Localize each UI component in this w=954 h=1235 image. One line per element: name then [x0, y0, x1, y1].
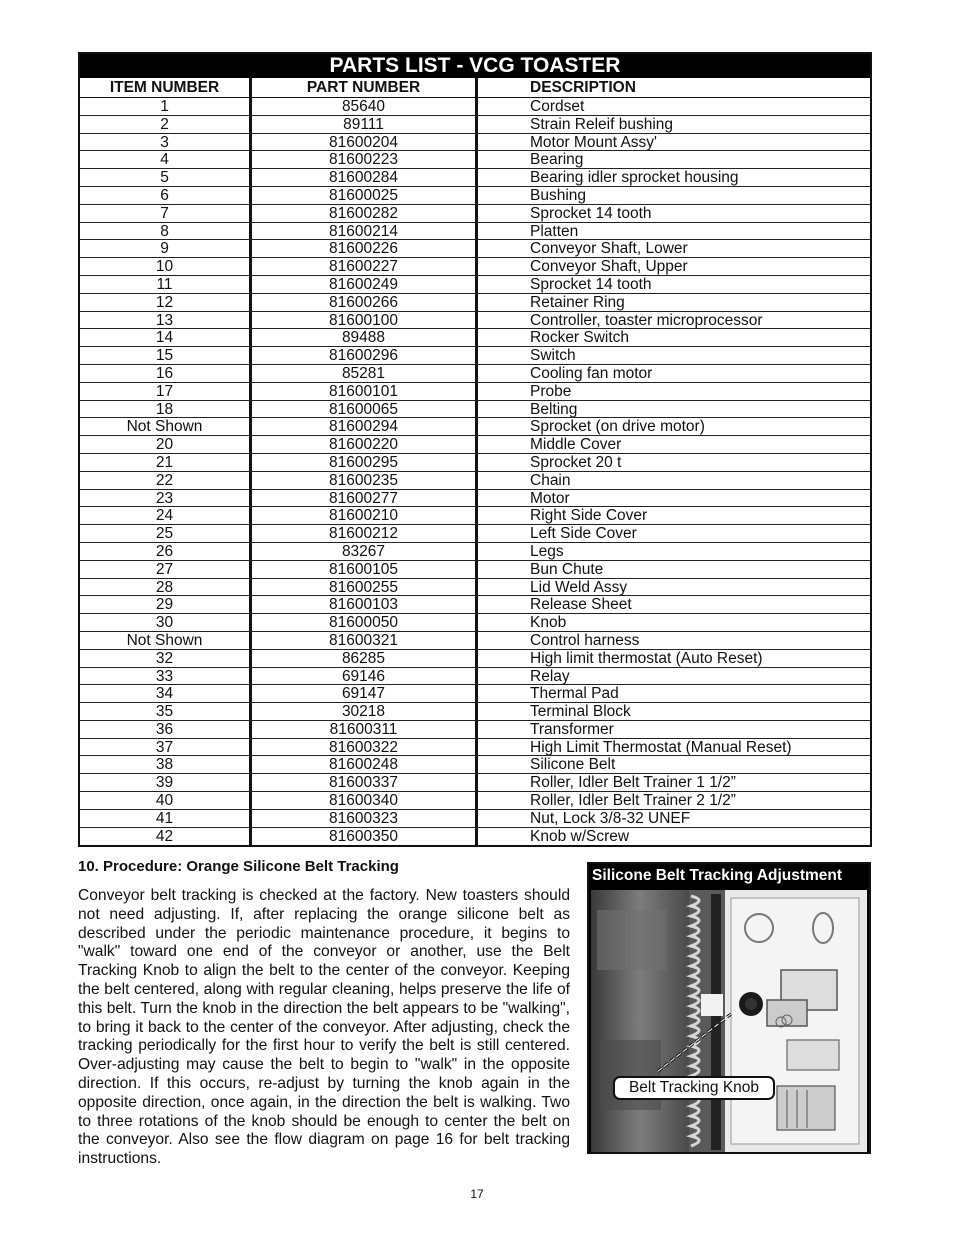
description-cell: Thermal Pad [530, 685, 619, 703]
parts-list-table [78, 52, 872, 847]
part-number-cell: 83267 [252, 543, 478, 560]
table-row [80, 401, 870, 419]
part-number-cell: 81600340 [252, 792, 478, 809]
part-number-cell: 81600101 [252, 383, 478, 400]
item-number-cell: 1 [80, 98, 252, 115]
table-row [80, 151, 870, 169]
item-number-cell: 2 [80, 116, 252, 133]
item-number-cell: 32 [80, 650, 252, 667]
table-row [80, 490, 870, 508]
description-cell: Roller, Idler Belt Trainer 1 1/2” [530, 774, 736, 792]
table-row [80, 205, 870, 223]
part-number-cell: 81600295 [252, 454, 478, 471]
description-cell: Chain [530, 471, 571, 489]
part-number-cell: 81600100 [252, 312, 478, 329]
part-number-cell: 86285 [252, 650, 478, 667]
part-number-cell: 81600255 [252, 579, 478, 596]
item-number-cell: 16 [80, 365, 252, 382]
description-cell: Roller, Idler Belt Trainer 2 1/2” [530, 792, 736, 809]
table-row [80, 98, 870, 116]
item-number-cell: 26 [80, 543, 252, 560]
table-row [80, 561, 870, 579]
description-cell: Knob w/Screw [530, 827, 630, 845]
item-number-cell: 11 [80, 276, 252, 293]
part-number-cell: 81600249 [252, 276, 478, 293]
table-row [80, 454, 870, 472]
part-number-cell: 81600227 [252, 258, 478, 275]
parts-list-body [80, 98, 870, 845]
table-row [80, 347, 870, 365]
description-cell: Sprocket 20 t [530, 453, 622, 471]
table-row [80, 418, 870, 436]
description-cell: Retainer Ring [530, 293, 625, 311]
description-cell: Rocker Switch [530, 329, 630, 347]
item-number-cell: 42 [80, 828, 252, 846]
part-number-cell: 81600282 [252, 205, 478, 222]
table-row [80, 739, 870, 757]
item-number-cell: 15 [80, 347, 252, 364]
item-number-cell: 39 [80, 774, 252, 791]
item-number-cell: Not Shown [80, 418, 252, 435]
parts-list-title: PARTS LIST - VCG TOASTER [80, 54, 870, 78]
description-cell: Platten [530, 222, 579, 240]
description-cell: Terminal Block [530, 703, 631, 720]
description-cell: Probe [530, 382, 572, 400]
item-number-cell: 20 [80, 436, 252, 453]
part-number-cell: 81600226 [252, 240, 478, 257]
part-number-cell: 81600103 [252, 596, 478, 613]
item-number-cell: 36 [80, 721, 252, 738]
item-number-cell: 28 [80, 579, 252, 596]
item-number-cell: 6 [80, 187, 252, 204]
part-number-cell: 81600220 [252, 436, 478, 453]
table-row [80, 703, 870, 721]
description-cell: Lid Weld Assy [530, 578, 628, 596]
part-number-cell: 81600350 [252, 828, 478, 846]
description-cell: Control harness [530, 631, 640, 649]
part-number-cell: 81600235 [252, 472, 478, 489]
table-row [80, 774, 870, 792]
table-row [80, 668, 870, 686]
table-row [80, 828, 870, 846]
part-number-cell: 81600296 [252, 347, 478, 364]
item-number-cell: 37 [80, 739, 252, 756]
item-number-cell: 38 [80, 756, 252, 773]
part-number-cell: 81600204 [252, 134, 478, 151]
table-row [80, 810, 870, 828]
toaster-photo-illustration [591, 890, 867, 1152]
item-number-cell: 30 [80, 614, 252, 631]
item-number-cell: 35 [80, 703, 252, 720]
part-number-cell: 81600065 [252, 401, 478, 418]
part-number-cell: 81600277 [252, 490, 478, 507]
item-number-cell: 8 [80, 223, 252, 240]
description-cell: Cooling fan motor [530, 364, 653, 382]
table-row [80, 134, 870, 152]
item-number-cell: 24 [80, 507, 252, 524]
part-number-cell: 81600210 [252, 507, 478, 524]
table-row [80, 614, 870, 632]
part-number-cell: 81600323 [252, 810, 478, 827]
item-number-cell: 29 [80, 596, 252, 613]
item-number-cell: Not Shown [80, 632, 252, 649]
part-number-cell: 81600050 [252, 614, 478, 631]
part-number-cell: 81600311 [252, 721, 478, 738]
part-number-cell: 81600321 [252, 632, 478, 649]
item-number-cell: 10 [80, 258, 252, 275]
part-number-cell: 81600322 [252, 739, 478, 756]
table-row [80, 543, 870, 561]
item-number-cell: 27 [80, 561, 252, 578]
description-cell: Left Side Cover [530, 525, 637, 542]
description-cell: Motor Mount Assy' [530, 133, 658, 151]
item-number-cell: 33 [80, 668, 252, 685]
item-number-cell: 34 [80, 685, 252, 702]
table-row [80, 632, 870, 650]
description-cell: Right Side Cover [530, 507, 648, 525]
procedure-title: 10. Procedure: Orange Silicone Belt Tracking [78, 858, 399, 875]
table-row [80, 685, 870, 703]
part-number-cell: 81600248 [252, 756, 478, 773]
description-cell: Silicone Belt [530, 756, 616, 774]
item-number-cell: 22 [80, 472, 252, 489]
description-cell: Bearing [530, 151, 584, 169]
item-number-header: ITEM NUMBER [80, 78, 252, 97]
part-number-cell: 81600284 [252, 169, 478, 186]
description-header: DESCRIPTION [530, 79, 636, 96]
description-cell: Bun Chute [530, 560, 604, 578]
description-cell: Switch [530, 347, 576, 364]
part-number-header: PART NUMBER [252, 78, 478, 97]
item-number-cell: 7 [80, 205, 252, 222]
description-cell: Bushing [530, 186, 587, 204]
table-row [80, 756, 870, 774]
description-cell: Motor [530, 489, 570, 507]
procedure-text: Conveyor belt tracking is checked at the factory. New toasters should not need adjusting. If, after replacing the orange silicone belt as described under the periodic maintenance procedure, it begins to "walk" toward one end of the conveyor or another, use the Belt Tracking Knob to align the belt to the center of the conveyor. Keeping the belt centered, along with regular cleaning, helps preserve the life of this belt. Turn the knob in the direction the belt appears to be "walking", to bring it back to the center of the conveyor. After adjusting, check the tracking periodically for the first hour to verify the belt is still centered. Over-adjusting may cause the belt to begin to "walk" in the opposite direction. If this occurs, re-adjust by turning the knob again in the opposite direction, once again, in the direction the belt is walking. Two to three rotations of the knob should be enough to center the belt on the conveyor. Also see the flow diagram on page 16 for belt tracking instructions. [78, 887, 570, 1168]
toaster-photo [591, 890, 867, 1152]
item-number-cell: 13 [80, 312, 252, 329]
description-cell: Knob [530, 614, 567, 631]
table-row [80, 525, 870, 543]
table-row [80, 721, 870, 739]
item-number-cell: 23 [80, 490, 252, 507]
table-row [80, 294, 870, 312]
parts-list-header-row [80, 78, 870, 98]
item-number-cell: 41 [80, 810, 252, 827]
table-row [80, 596, 870, 614]
part-number-cell: 81600266 [252, 294, 478, 311]
description-cell: Relay [530, 667, 570, 685]
description-cell: Strain Releif bushing [530, 115, 674, 133]
description-cell: Conveyor Shaft, Upper [530, 258, 688, 275]
table-row [80, 169, 870, 187]
item-number-cell: 5 [80, 169, 252, 186]
description-cell: Nut, Lock 3/8-32 UNEF [530, 809, 691, 827]
belt-tracking-knob-label: Belt Tracking Knob [613, 1076, 775, 1100]
table-row [80, 792, 870, 810]
part-number-cell: 89111 [252, 116, 478, 133]
table-row [80, 223, 870, 241]
table-row [80, 365, 870, 383]
description-cell: Conveyor Shaft, Lower [530, 240, 688, 258]
table-row [80, 116, 870, 134]
description-cell: Sprocket 14 tooth [530, 275, 652, 293]
part-number-cell: 30218 [252, 703, 478, 720]
item-number-cell: 3 [80, 134, 252, 151]
part-number-cell: 85640 [252, 98, 478, 115]
item-number-cell: 14 [80, 329, 252, 346]
part-number-cell: 89488 [252, 329, 478, 346]
table-row [80, 187, 870, 205]
part-number-cell: 81600223 [252, 151, 478, 168]
page-number: 17 [470, 1187, 484, 1201]
description-cell: High Limit Thermostat (Manual Reset) [530, 738, 792, 756]
part-number-cell: 81600337 [252, 774, 478, 791]
description-cell: Controller, toaster microprocessor [530, 311, 763, 329]
item-number-cell: 25 [80, 525, 252, 542]
table-row [80, 436, 870, 454]
table-row [80, 507, 870, 525]
description-cell: Middle Cover [530, 436, 622, 453]
table-row [80, 329, 870, 347]
part-number-cell: 69147 [252, 685, 478, 702]
description-cell: Legs [530, 542, 564, 560]
item-number-cell: 18 [80, 401, 252, 418]
description-cell: Bearing idler sprocket housing [530, 169, 739, 186]
item-number-cell: 4 [80, 151, 252, 168]
description-cell: Belting [530, 400, 578, 418]
description-cell: Release Sheet [530, 596, 632, 614]
table-row [80, 240, 870, 258]
item-number-cell: 9 [80, 240, 252, 257]
description-cell: Transformer [530, 720, 614, 738]
table-row [80, 650, 870, 668]
part-number-cell: 81600294 [252, 418, 478, 435]
description-cell: Sprocket (on drive motor) [530, 418, 705, 436]
part-number-cell: 81600025 [252, 187, 478, 204]
table-row [80, 383, 870, 401]
item-number-cell: 40 [80, 792, 252, 809]
table-row [80, 312, 870, 330]
item-number-cell: 21 [80, 454, 252, 471]
item-number-cell: 17 [80, 383, 252, 400]
item-number-cell: 12 [80, 294, 252, 311]
belt-tracking-photo-panel [587, 862, 871, 1154]
description-cell: Cordset [530, 98, 585, 115]
part-number-cell: 81600212 [252, 525, 478, 542]
table-row [80, 258, 870, 276]
table-row [80, 472, 870, 490]
part-number-cell: 85281 [252, 365, 478, 382]
description-cell: Sprocket 14 tooth [530, 204, 652, 222]
part-number-cell: 69146 [252, 668, 478, 685]
procedure-section [78, 858, 570, 1169]
table-row [80, 276, 870, 294]
description-cell: High limit thermostat (Auto Reset) [530, 649, 763, 667]
part-number-cell: 81600105 [252, 561, 478, 578]
photo-caption: Silicone Belt Tracking Adjustment [592, 867, 843, 884]
table-row [80, 579, 870, 597]
part-number-cell: 81600214 [252, 223, 478, 240]
